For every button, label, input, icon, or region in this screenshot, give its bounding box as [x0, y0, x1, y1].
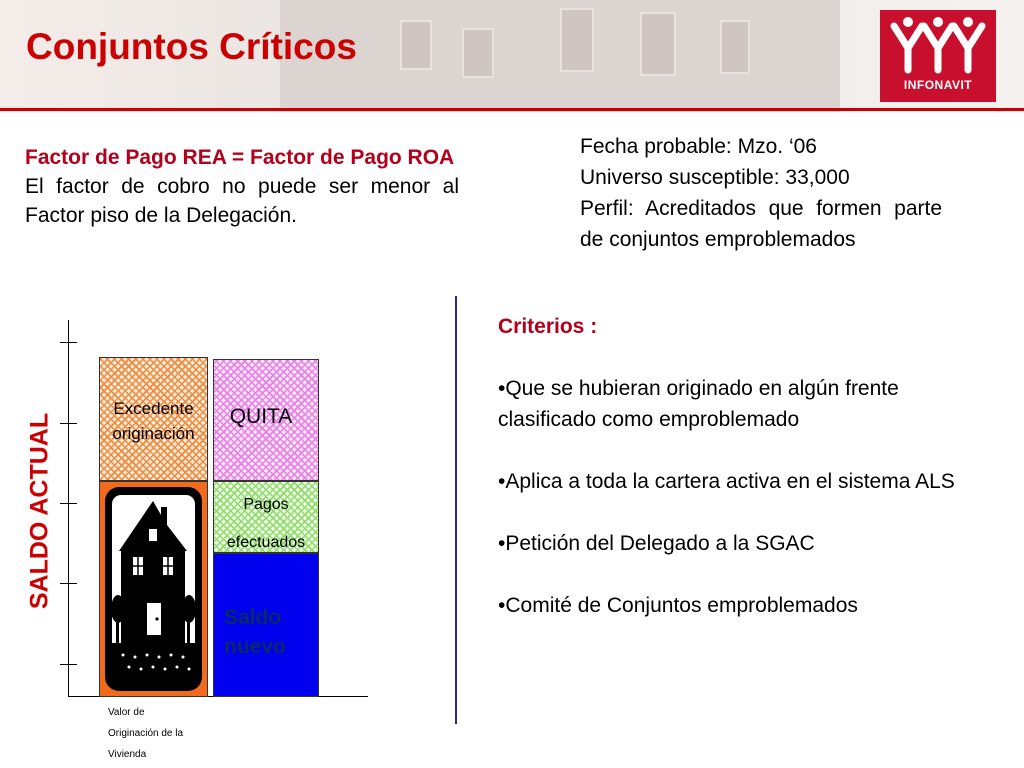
diagram-x-label-line: Valor de: [108, 707, 145, 718]
quita-label: QUITA: [229, 405, 293, 428]
saldo-label-line: Saldo: [224, 606, 282, 629]
header-background-window: [462, 28, 494, 78]
house-block: [99, 481, 208, 697]
pagos-label-line: efectuados: [226, 534, 306, 551]
factor-text-block: [25, 143, 459, 230]
excedente-label-line: Excedente: [113, 399, 194, 418]
logo-text: INFONAVIT: [903, 78, 973, 92]
saldo-label: [224, 603, 314, 661]
excedente-label: [99, 396, 208, 446]
factor-body: El factor de cobro no puede ser menor al Factor piso de la Delegación.: [25, 175, 459, 227]
diagram-tick: [60, 342, 77, 343]
header-background-window: [640, 12, 676, 76]
criteria-item: •Que se hubieran originado en algún frente clasificado como emproblemado: [498, 377, 899, 431]
diagram-y-label: [20, 398, 60, 624]
pagos-label: [213, 486, 319, 562]
criteria-item: •Aplica a toda la cartera activa en el sistema ALS: [498, 470, 955, 493]
header-background-window: [560, 8, 594, 72]
criteria-block: [498, 311, 958, 652]
diagram-tick: [60, 503, 77, 504]
diagram-x-label: [108, 702, 248, 765]
header-background-window: [720, 20, 750, 74]
criteria-item: •Petición del Delegado a la SGAC: [498, 532, 815, 555]
criteria-heading: Criterios :: [498, 315, 598, 338]
info-universe: Universo susceptible: 33,000: [580, 166, 850, 189]
page-title: Conjuntos Críticos: [26, 26, 357, 67]
info-date: Fecha probable: Mzo. ‘06: [580, 135, 817, 158]
vertical-divider: [455, 296, 457, 724]
diagram-x-label-line: Originación de la: [108, 728, 184, 739]
info-text-block: [580, 131, 942, 255]
header-divider: [0, 108, 1024, 111]
pagos-label-line: Pagos: [243, 496, 289, 513]
diagram-tick: [60, 664, 77, 665]
excedente-label-line: originación: [112, 424, 195, 443]
diagram-tick: [60, 583, 77, 584]
house-icon: [103, 485, 204, 693]
diagram-x-label-line: Vivienda: [108, 749, 147, 760]
info-profile: Perfil: Acreditados que formen parte de conjuntos emproblemados: [580, 197, 942, 251]
saldo-label-line: nuevo: [224, 635, 286, 658]
diagram-tick: [60, 423, 77, 424]
diagram-y-axis: [68, 320, 69, 696]
factor-headline: Factor de Pago REA = Factor de Pago ROA: [25, 146, 455, 169]
criteria-item: •Comité de Conjuntos emproblemados: [498, 594, 858, 617]
header-background-window: [400, 20, 432, 70]
diagram-y-label-text: SALDO ACTUAL: [25, 412, 54, 610]
